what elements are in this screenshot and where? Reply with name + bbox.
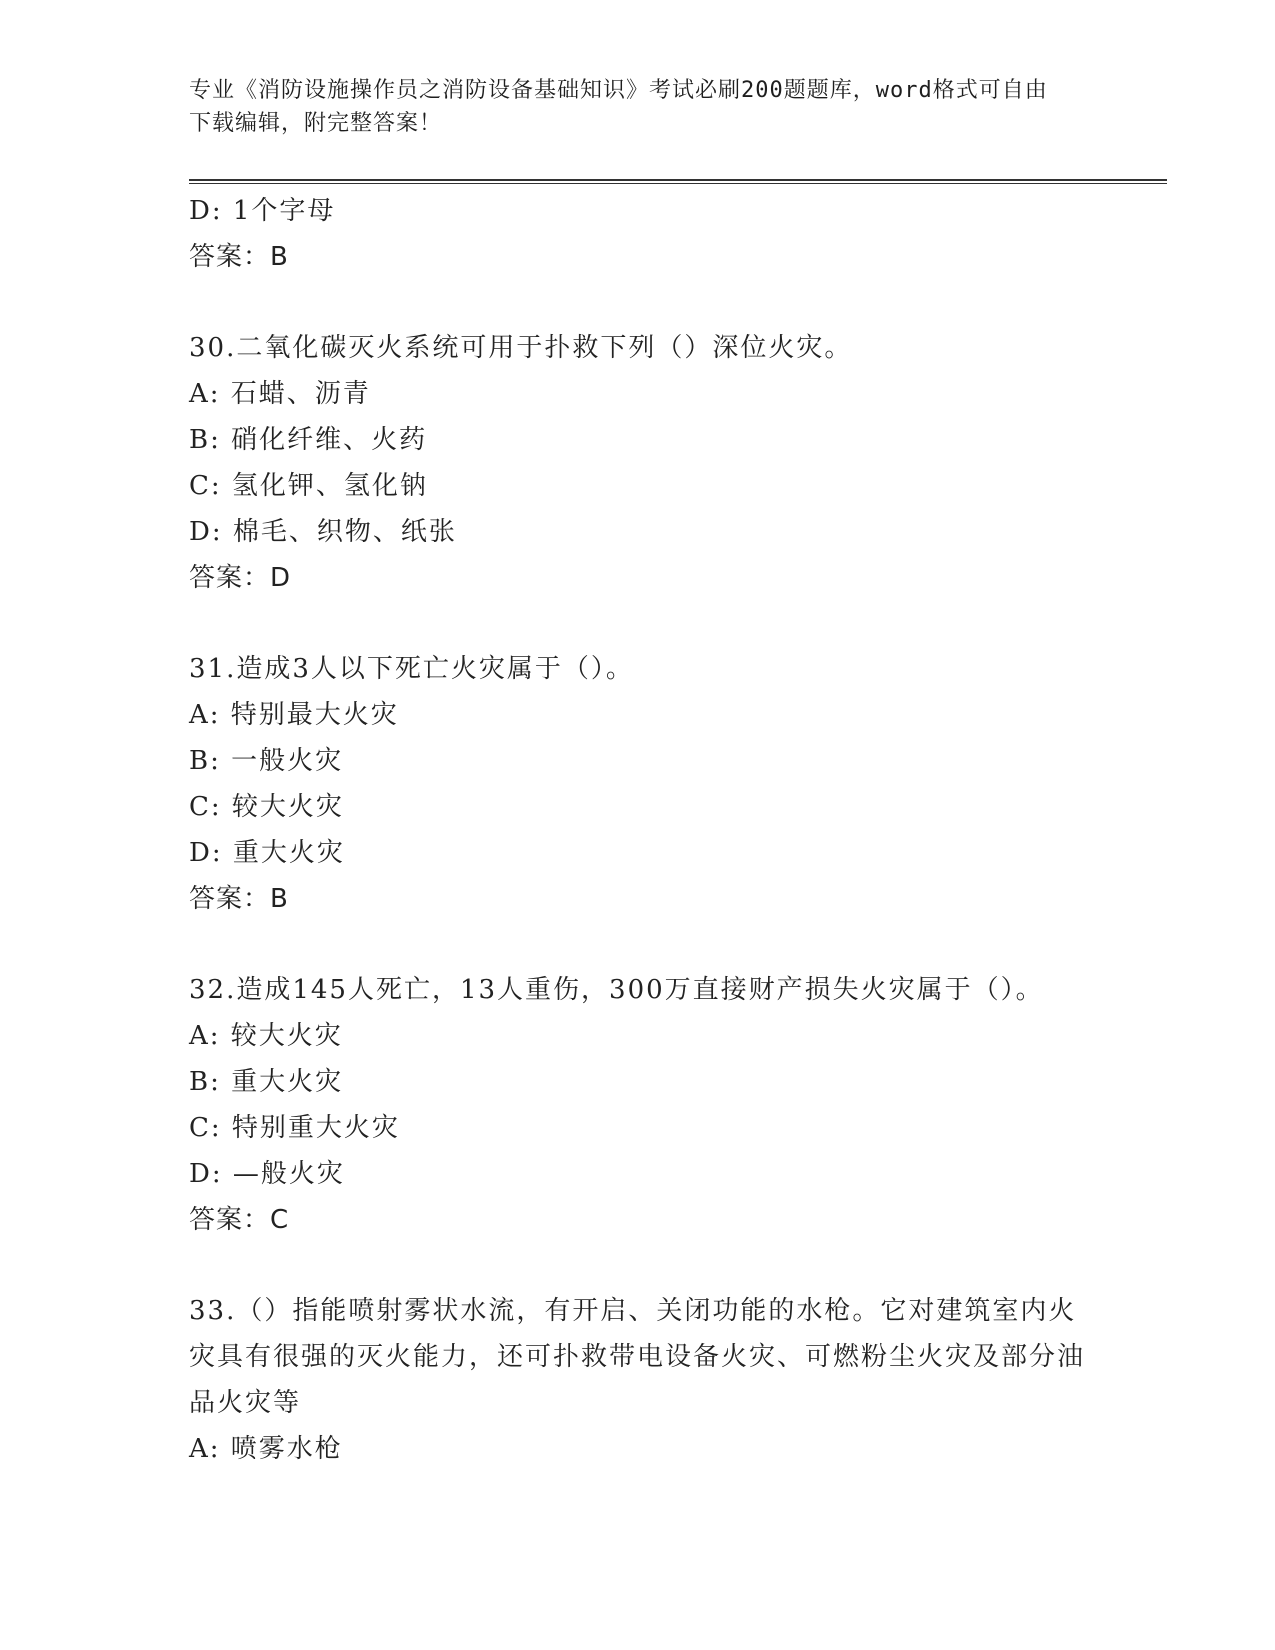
header-divider-thick — [189, 179, 1167, 181]
answer-line: 答案：B — [189, 242, 289, 272]
question-33 — [189, 1288, 1089, 1472]
option-d: D: 重大火灾 — [189, 838, 345, 868]
option-d: D: 棉毛、织物、纸张 — [189, 517, 457, 547]
spacer — [189, 601, 1089, 646]
option-d: D: —般火灾 — [189, 1159, 345, 1189]
option-c: C: 特别重大火灾 — [189, 1113, 400, 1143]
question-stem: 32.造成145人死亡，13人重伤，300万直接财产损失火灾属于（）。 — [189, 975, 1044, 1005]
answer-line: 答案：C — [189, 1205, 290, 1235]
question-32 — [189, 967, 1089, 1243]
option-a: A: 喷雾水枪 — [189, 1434, 343, 1464]
option-a: A: 特别最大火灾 — [189, 700, 399, 730]
answer-line: 答案：D — [189, 563, 292, 593]
question-content — [189, 188, 1089, 1472]
question-stem: 31.造成3人以下死亡火灾属于（）。 — [189, 654, 634, 684]
header-divider-thin — [189, 183, 1167, 184]
option-b: B: 重大火灾 — [189, 1067, 344, 1097]
option-d: D: 1个字母 — [189, 196, 336, 226]
option-c: C: 氢化钾、氢化钠 — [189, 471, 428, 501]
option-b: B: 一般火灾 — [189, 746, 344, 776]
question-31 — [189, 646, 1089, 922]
question-stem: 30.二氧化碳灭火系统可用于扑救下列（）深位火灾。 — [189, 333, 853, 363]
spacer — [189, 922, 1089, 967]
option-a: A: 石蜡、沥青 — [189, 379, 371, 409]
question-stem: 33.（）指能喷射雾状水流，有开启、关闭功能的水枪。它对建筑室内火灾具有很强的灭火能力，还可扑救带电设备火灾、可燃粉尘火灾及部分油品火灾等 — [189, 1296, 1086, 1418]
document-title: 专业《消防设施操作员之消防设备基础知识》考试必刷200题题库，word格式可自由下载编辑，附完整答案！ — [189, 78, 1048, 136]
spacer — [189, 280, 1089, 325]
spacer — [189, 1243, 1089, 1288]
answer-line: 答案：B — [189, 884, 289, 914]
option-b: B: 硝化纤维、火药 — [189, 425, 428, 455]
option-a: A: 较大火灾 — [189, 1021, 343, 1051]
option-c: C: 较大火灾 — [189, 792, 344, 822]
document-header — [189, 74, 1069, 140]
question-30 — [189, 325, 1089, 601]
